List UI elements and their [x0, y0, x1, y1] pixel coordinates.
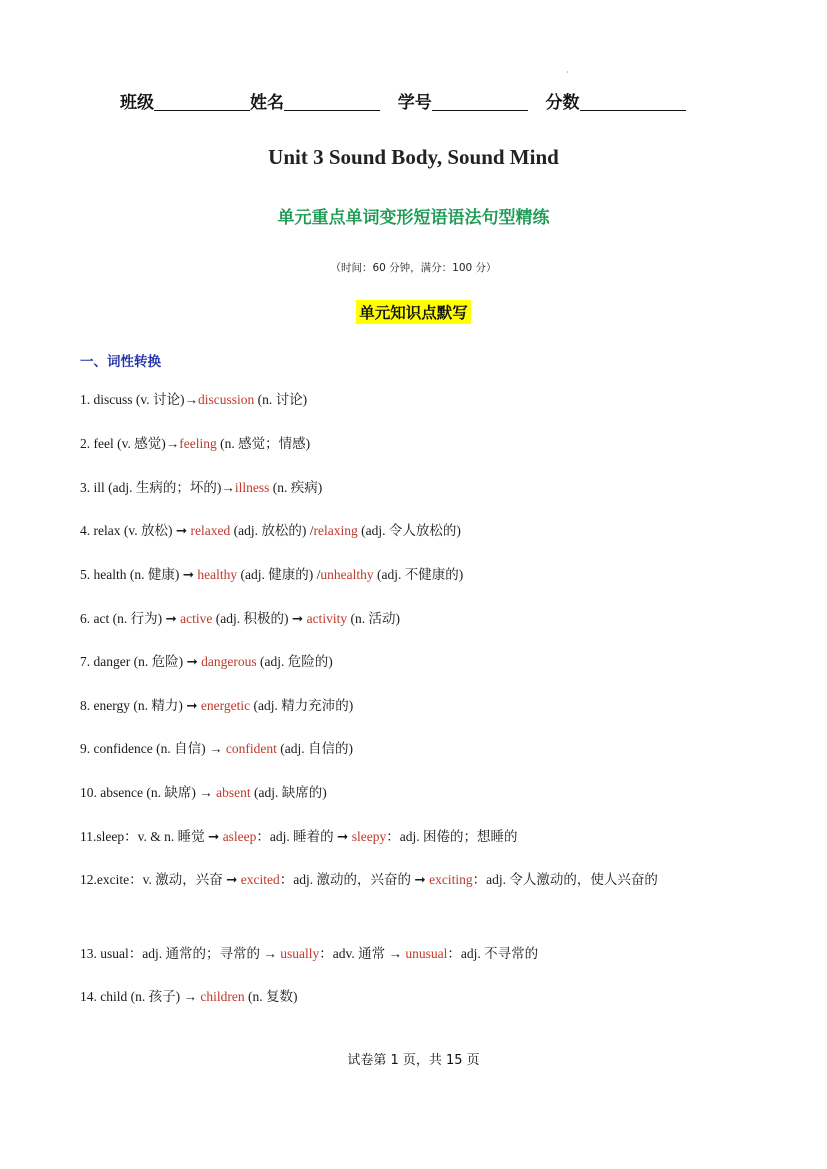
item-text: (n. 讨论) — [254, 392, 308, 407]
item-text: (n. 感觉；情感) — [216, 436, 311, 451]
item-text: 6. act (n. 行为) ➞ — [80, 611, 181, 626]
name-blank[interactable] — [284, 92, 380, 111]
item-text: 3. ill (adj. 生病的；坏的)→ — [80, 480, 235, 495]
item-text: (n. 活动) — [347, 611, 400, 626]
banner-wrap — [0, 300, 827, 324]
item-text: 5. health (n. 健康) ➞ — [80, 567, 198, 582]
word-item — [80, 983, 760, 1011]
word-item — [80, 386, 760, 414]
score-label: 分数 — [545, 93, 580, 113]
word-item — [80, 648, 760, 676]
answer-word: dangerous — [201, 654, 257, 669]
answer-word: relaxed — [190, 523, 231, 538]
item-text: (adj. 危险的) — [256, 654, 333, 669]
item-text: (adj. 健康的) / — [237, 567, 321, 582]
answer-word: unusual — [405, 946, 448, 961]
item-text: 13. usual：adj. 通常的；寻常的 → — [80, 946, 281, 961]
page-footer: 试卷第 1 页，共 15 页 — [347, 1053, 480, 1068]
stray-mark: · — [566, 68, 569, 77]
word-item — [80, 779, 760, 807]
item-text: 14. child (n. 孩子) → — [80, 989, 201, 1004]
class-label: 班级 — [120, 93, 154, 113]
item-text: ：adj. 睡着的 ➞ — [256, 829, 352, 844]
word-item — [80, 517, 760, 545]
word-item — [80, 474, 760, 502]
item-text: (adj. 自信的) — [276, 741, 353, 756]
answer-word: unhealthy — [320, 567, 374, 582]
score-blank[interactable] — [580, 92, 686, 111]
item-text: (n. 复数) — [244, 989, 298, 1004]
item-text: (adj. 不健康的) — [373, 567, 464, 582]
answer-word: active — [180, 611, 213, 626]
page-title: Unit 3 Sound Body, Sound Mind — [268, 145, 559, 169]
word-item — [80, 823, 760, 851]
answer-word: discussion — [198, 392, 255, 407]
answer-word: feeling — [179, 436, 217, 451]
answer-word: sleepy — [351, 829, 387, 844]
word-item — [80, 430, 760, 458]
item-text: 9. confidence (n. 自信) → — [80, 741, 226, 756]
word-item — [80, 561, 760, 589]
section-banner: 单元知识点默写 — [356, 300, 471, 324]
answer-word: relaxing — [313, 523, 358, 538]
number-blank[interactable] — [432, 92, 528, 111]
item-text: ：adj. 困倦的；想睡的 — [386, 829, 518, 844]
section-heading: 一、词性转换 — [80, 354, 161, 370]
answer-word: illness — [234, 480, 270, 495]
item-text: 12.excite：v. 激动，兴奋 ➞ — [80, 872, 241, 887]
answer-word: activity — [306, 611, 348, 626]
item-text: (adj. 放松的) / — [230, 523, 314, 538]
item-text: (adj. 令人放松的) — [357, 523, 461, 538]
answer-word: children — [200, 989, 245, 1004]
student-info-line — [120, 88, 720, 113]
item-text: (adj. 积极的) ➞ — [212, 611, 307, 626]
answer-word: usually — [280, 946, 320, 961]
item-text: 1. discuss (v. 讨论)→ — [80, 392, 198, 407]
number-label: 学号 — [397, 93, 432, 113]
word-item — [80, 940, 760, 968]
word-item — [80, 605, 760, 633]
answer-word: absent — [216, 785, 251, 800]
name-label: 姓名 — [250, 93, 284, 113]
item-text: ：adj. 不寻常的 — [447, 946, 539, 961]
answer-word: healthy — [197, 567, 238, 582]
answer-word: confident — [225, 741, 277, 756]
item-text: 10. absence (n. 缺席) → — [80, 785, 217, 800]
class-blank[interactable] — [154, 92, 250, 111]
item-text: (adj. 精力充沛的) — [250, 698, 354, 713]
answer-word: exciting — [429, 872, 473, 887]
item-text: (adj. 缺席的) — [250, 785, 327, 800]
page-subtitle: 单元重点单词变形短语语法句型精练 — [277, 208, 550, 228]
answer-word: energetic — [200, 698, 251, 713]
item-text: 11.sleep：v. & n. 睡觉 ➞ — [80, 829, 223, 844]
item-text: 7. danger (n. 危险) ➞ — [80, 654, 202, 669]
word-item — [80, 735, 760, 763]
item-text: ：adv. 通常 → — [319, 946, 406, 961]
item-text: 8. energy (n. 精力) ➞ — [80, 698, 201, 713]
answer-word: asleep — [222, 829, 257, 844]
item-text: ：adj. 激动的，兴奋的 ➞ — [279, 872, 430, 887]
item-text: 2. feel (v. 感觉)→ — [80, 436, 180, 451]
item-text: 4. relax (v. 放松) ➞ — [80, 523, 191, 538]
answer-word: excited — [240, 872, 280, 887]
time-note: （时间：60 分钟，满分：100 分） — [330, 262, 497, 274]
word-item — [80, 692, 760, 720]
item-text: ：adj. 令人激动的，使人兴奋的 — [472, 872, 658, 887]
word-item — [80, 866, 760, 894]
item-text: (n. 疾病) — [269, 480, 323, 495]
